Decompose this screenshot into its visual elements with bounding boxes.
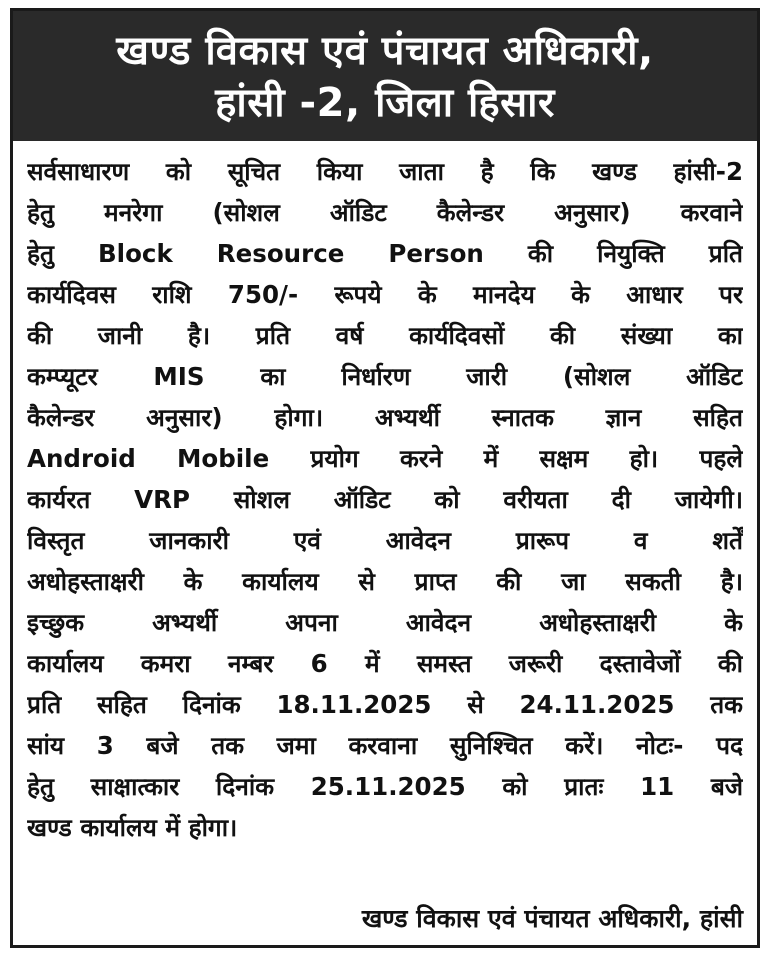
body-line: हेतु Block Resource Person की नियुक्ति प्रति <box>27 239 743 268</box>
notice-body <box>13 141 757 848</box>
body-line: कम्प्यूटर MIS का निर्धारण जारी (सोशल ऑडिट <box>27 362 743 391</box>
body-line: सर्वसाधारण को सूचित किया जाता है कि खण्ड हांसी-2 <box>27 157 743 186</box>
body-line: सांय 3 बजे तक जमा करवाना सुनिश्चित करें। नोटः- पद <box>27 731 743 760</box>
body-line: विस्तृत जानकारी एवं आवेदन प्रारूप व शर्तें <box>27 526 743 555</box>
body-line: खण्ड कार्यालय में होगा। <box>27 813 238 842</box>
signature-line: खण्ड विकास एवं पंचायत अधिकारी, हांसी <box>361 904 743 933</box>
body-line: कार्यरत VRP सोशल ऑडिट को वरीयता दी जायेगी। <box>27 485 743 514</box>
body-line: प्रति सहित दिनांक 18.11.2025 से 24.11.2025 तक <box>27 690 743 719</box>
header-title-line-1: खण्ड विकास एवं पंचायत अधिकारी, <box>116 28 654 74</box>
notice-box <box>10 8 760 948</box>
body-line: Android Mobile प्रयोग करने में सक्षम हो। पहले <box>27 444 743 473</box>
body-line: कार्यालय कमरा नम्बर 6 में समस्त जरूरी दस्तावेजों की <box>27 649 743 678</box>
body-line: कैलेन्डर अनुसार) होगा। अभ्यर्थी स्नातक ज्ञान सहित <box>27 403 743 432</box>
body-line: की जानी है। प्रति वर्ष कार्यदिवसों की संख्या का <box>27 321 743 350</box>
header-title-line-2: हांसी -2, जिला हिसार <box>215 80 555 126</box>
body-line: हेतु साक्षात्कार दिनांक 25.11.2025 को प्रातः 11 बजे <box>27 772 743 801</box>
body-line: कार्यदिवस राशि 750/- रूपये के मानदेय के आधार पर <box>27 280 743 309</box>
body-line: अधोहस्ताक्षरी के कार्यालय से प्राप्त की जा सकती है। <box>27 567 743 596</box>
body-line: हेतु मनरेगा (सोशल ऑडिट कैलेन्डर अनुसार) करवाने <box>27 198 743 227</box>
body-line: इच्छुक अभ्यर्थी अपना आवेदन अधोहस्ताक्षरी के <box>27 608 743 637</box>
notice-header <box>13 11 757 141</box>
